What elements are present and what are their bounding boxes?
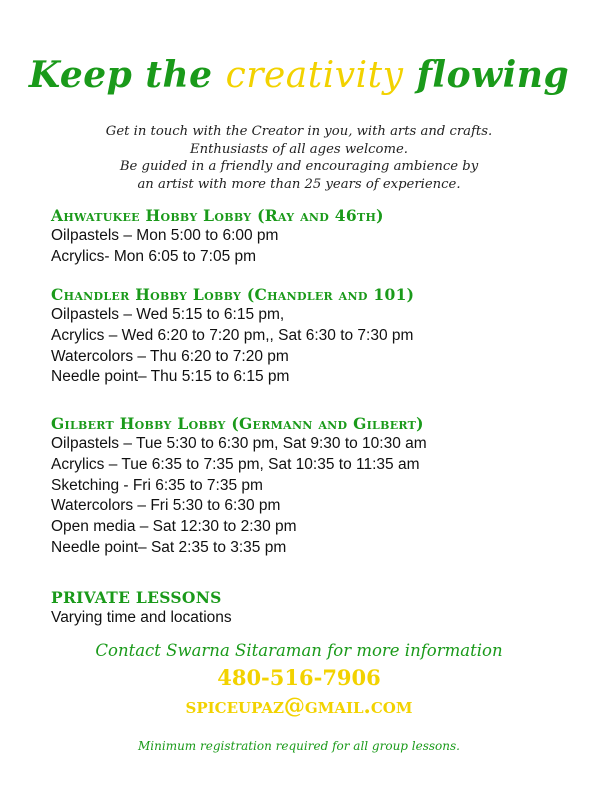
- schedule-line: Open media – Sat 12:30 to 2:30 pm: [51, 518, 297, 536]
- registration-note: Minimum registration required for all group lessons.: [138, 739, 460, 753]
- schedule-line: Oilpastels – Tue 5:30 to 6:30 pm, Sat 9:30 to 10:30 am: [51, 435, 427, 452]
- schedule-line: Watercolors – Thu 6:20 to 7:20 pm: [51, 347, 289, 365]
- email-address[interactable]: spiceupaz@gmail.com: [185, 693, 413, 718]
- section-private-lessons: [51, 588, 591, 629]
- schedule-line: Oilpastels – Mon 5:00 to 6:00 pm: [51, 227, 279, 244]
- intro-line: Enthusiasts of all ages welcome.: [190, 141, 408, 157]
- phone-number[interactable]: 480-516-7906: [217, 665, 381, 690]
- headline: [0, 54, 598, 96]
- headline-part-3: flowing: [403, 54, 570, 96]
- section-title: Gilbert Hobby Lobby (Germann and Gilbert): [51, 414, 424, 433]
- schedule-line: Needle point– Sat 2:35 to 3:35 pm: [51, 538, 287, 556]
- intro-line: Get in touch with the Creator in you, with arts and crafts.: [105, 124, 493, 139]
- headline-creativity: creativity: [225, 55, 404, 96]
- schedule-line: Varying time and locations: [51, 609, 232, 626]
- headline-part-1: Keep the: [28, 54, 226, 96]
- intro-line: an artist with more than 25 years of experience.: [137, 176, 461, 192]
- intro-line: Be guided in a friendly and encouraging ambience by: [119, 159, 479, 174]
- section-title: Ahwatukee Hobby Lobby (Ray and 46th): [51, 206, 384, 225]
- schedule-line: Sketching - Fri 6:35 to 7:35 pm: [51, 476, 263, 494]
- schedule-line: Needle point– Thu 5:15 to 6:15 pm: [51, 368, 290, 386]
- schedule-line: Acrylics – Wed 6:20 to 7:20 pm,, Sat 6:30 to 7:30 pm: [51, 326, 414, 344]
- intro-text: [0, 123, 598, 193]
- section-ahwatukee: [51, 206, 591, 268]
- contact-line: Contact Swarna Sitaraman for more information: [95, 641, 503, 660]
- section-title: Chandler Hobby Lobby (Chandler and 101): [51, 285, 415, 304]
- schedule-line: Watercolors – Fri 5:30 to 6:30 pm: [51, 497, 281, 515]
- schedule-line: Acrylics – Tue 6:35 to 7:35 pm, Sat 10:35 to 11:35 am: [51, 455, 420, 473]
- schedule-line: Oilpastels – Wed 5:15 to 6:15 pm,: [51, 306, 285, 323]
- section-chandler: [51, 285, 591, 388]
- schedule-line: Acrylics- Mon 6:05 to 7:05 pm: [51, 247, 257, 265]
- section-title: PRIVATE LESSONS: [51, 588, 222, 607]
- section-gilbert: [51, 414, 591, 559]
